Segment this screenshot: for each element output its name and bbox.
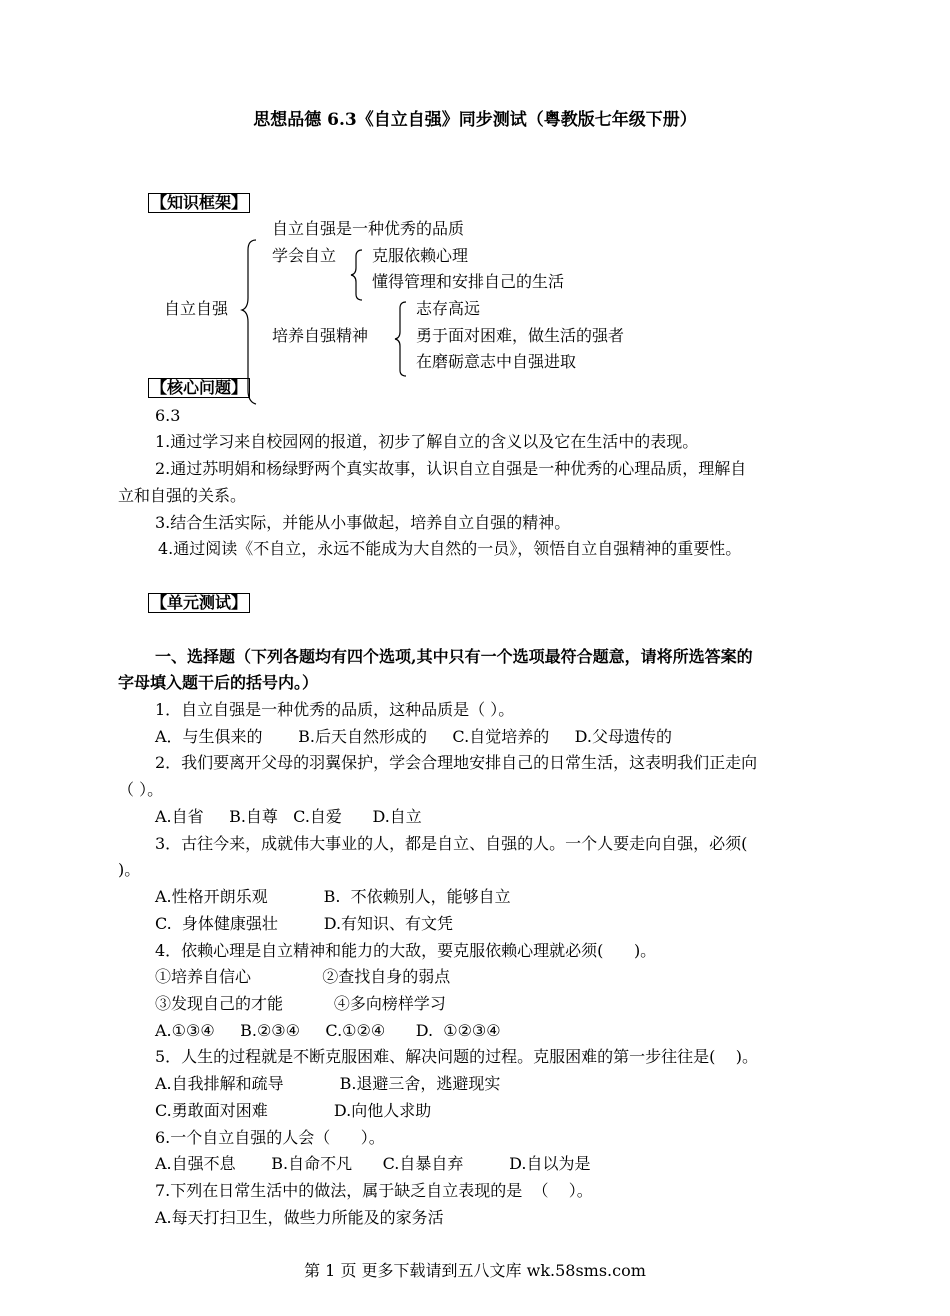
unit-tag: 【单元测试】 — [148, 593, 250, 613]
question-line: 4．依赖心理是自立精神和能力的大敌，要克服依赖心理就必须( )。 — [155, 941, 657, 960]
framework-branch-2-label: 学会自立 — [272, 246, 337, 265]
question-line: ③发现自己的才能 ④多向榜样学习 — [155, 994, 446, 1013]
question-line: ①培养自信心 ②查找自身的弱点 — [155, 967, 451, 986]
question-line: A.自我排解和疏导 B.退避三舍，逃避现实 — [155, 1074, 501, 1093]
core-item: 2.通过苏明娟和杨绿野两个真实故事，认识自立自强是一种优秀的心理品质，理解自 — [155, 459, 747, 478]
framework-branch-3-item: 勇于面对困难，做生活的强者 — [416, 326, 625, 345]
core-item: 立和自强的关系。 — [118, 486, 247, 505]
section-title-cont: 字母填入题干后的括号内。） — [118, 673, 319, 692]
framework-branch-3-item: 在磨砺意志中自强进取 — [416, 352, 577, 371]
section-title: 一、选择题（下列各题均有四个选项,其中只有一个选项最符合题意，请将所选答案的 — [155, 647, 753, 666]
framework-branch-2-item: 克服依赖心理 — [372, 246, 469, 265]
framework-tag: 【知识框架】 — [148, 193, 250, 213]
page-title: 思想品德 6.3《自立自强》同步测试（粤教版七年级下册） — [253, 110, 697, 130]
framework-root: 自立自强 — [164, 299, 229, 318]
question-line: 1．自立自强是一种优秀的品质，这种品质是（ ）。 — [155, 700, 515, 719]
framework-branch-3-brace — [394, 300, 410, 380]
framework-branch-3-item: 志存高远 — [416, 299, 481, 318]
framework-branch-2-brace — [350, 248, 366, 302]
question-line: 3．古往今来，成就伟大事业的人，都是自立、自强的人。一个人要走向自强，必须( — [155, 834, 748, 853]
core-heading: 6.3 — [155, 406, 181, 425]
core-item: 1.通过学习来自校园网的报道，初步了解自立的含义以及它在生活中的表现。 — [155, 432, 699, 451]
question-line: A.性格开朗乐观 B. 不依赖别人，能够自立 — [155, 887, 511, 906]
question-line: 7.下列在日常生活中的做法，属于缺乏自立表现的是 （ ）。 — [155, 1181, 593, 1200]
framework-branch-3-label: 培养自强精神 — [272, 326, 369, 345]
framework-branch-2-item: 懂得管理和安排自己的生活 — [372, 272, 565, 291]
question-line: 6.一个自立自强的人会（ ）。 — [155, 1128, 385, 1147]
question-line: C. 身体健康强壮 D.有知识、有文凭 — [155, 914, 454, 933]
question-line: )。 — [118, 860, 141, 879]
core-tag: 【核心问题】 — [148, 378, 250, 398]
question-line: A.每天打扫卫生，做些力所能及的家务活 — [155, 1208, 444, 1227]
core-item: 3.结合生活实际，并能从小事做起，培养自立自强的精神。 — [155, 513, 571, 532]
question-line: （ ）。 — [118, 780, 164, 799]
core-item: 4.通过阅读《不自立，永远不能成为大自然的一员》，领悟自立自强精神的重要性。 — [158, 539, 742, 558]
question-line: C.勇敢面对困难 D.向他人求助 — [155, 1101, 432, 1120]
page-footer: 第 1 页 更多下载请到五八文库 wk.58sms.com — [304, 1261, 646, 1280]
question-line: A.①③④ B.②③④ C.①②④ D. ①②③④ — [155, 1021, 501, 1040]
question-line: A.自省 B.自尊 C.自爱 D.自立 — [155, 807, 422, 826]
question-line: A.自强不息 B.自命不凡 C.自暴自弃 D.自以为是 — [155, 1154, 591, 1173]
question-line: A．与生俱来的 B.后天自然形成的 C.自觉培养的 D.父母遗传的 — [155, 727, 672, 746]
framework-branch-1: 自立自强是一种优秀的品质 — [272, 219, 465, 238]
question-line: 2．我们要离开父母的羽翼保护，学会合理地安排自己的日常生活，这表明我们正走向 — [155, 753, 758, 772]
question-line: 5．人生的过程就是不断克服困难、解决问题的过程。克服困难的第一步往往是( )。 — [155, 1047, 759, 1066]
